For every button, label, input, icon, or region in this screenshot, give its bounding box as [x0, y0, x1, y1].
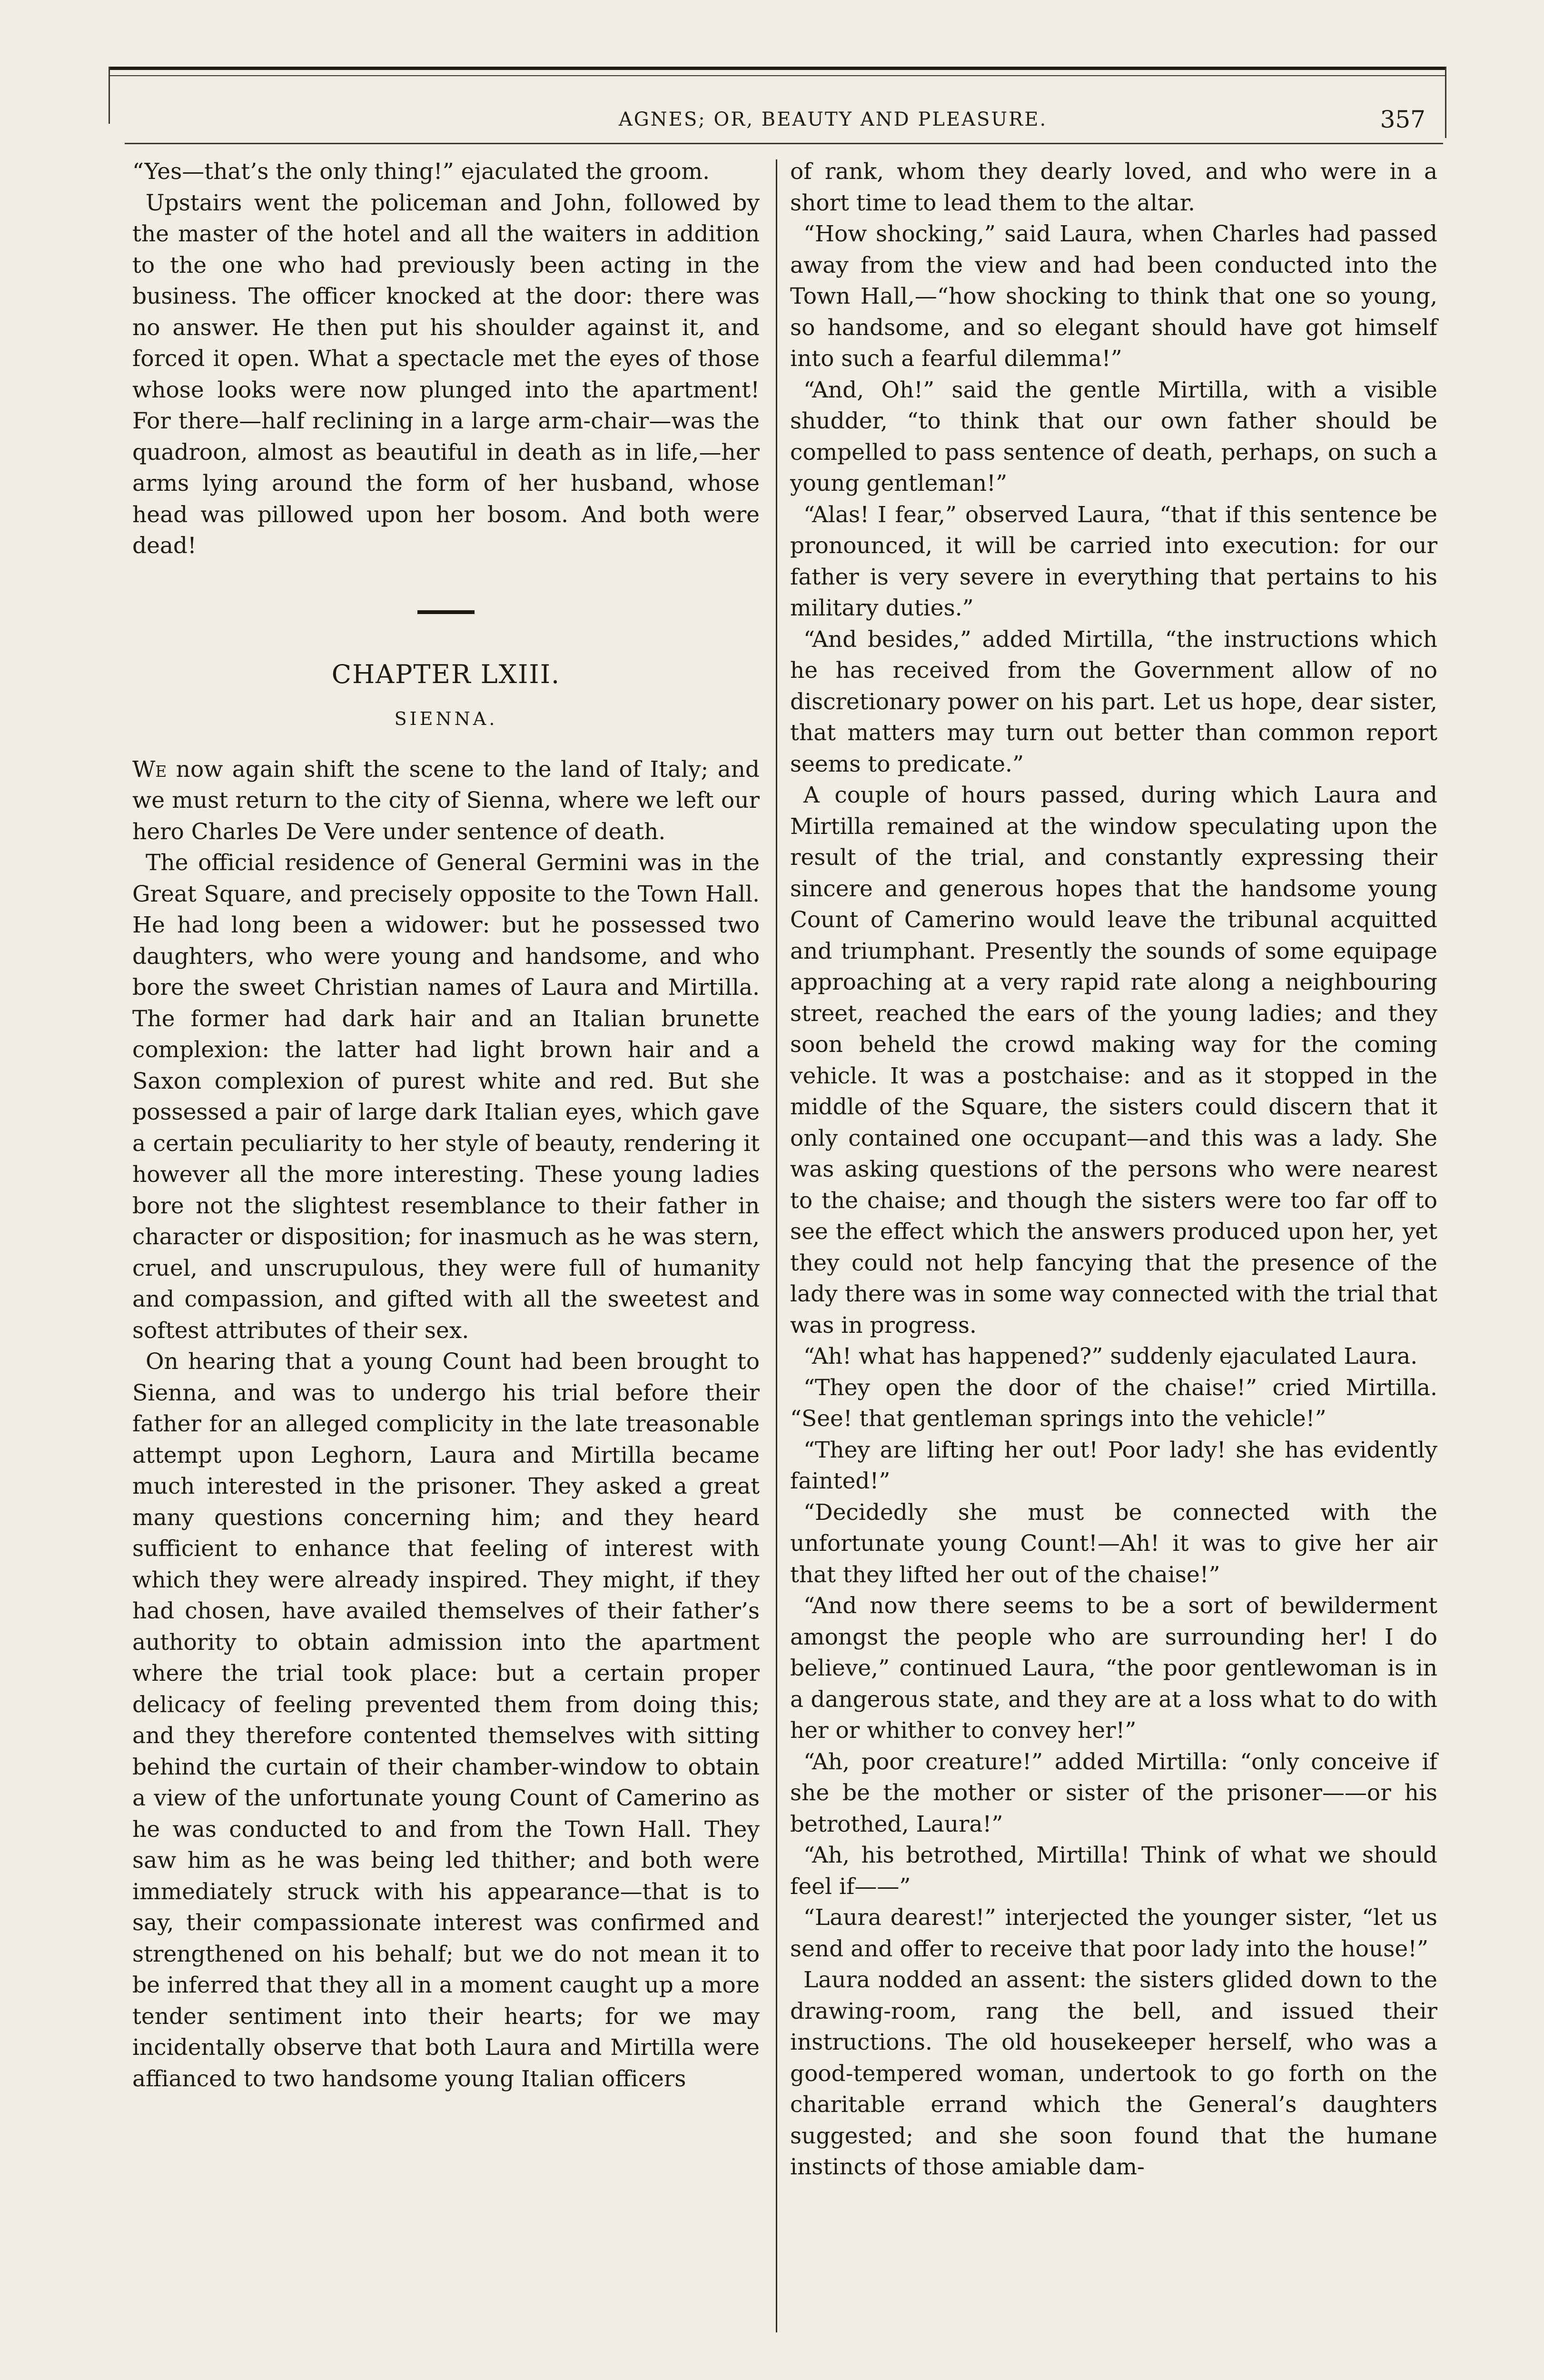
column-divider	[776, 159, 777, 2332]
paragraph: A couple of hours passed, during which Laura and Mirtilla remained at the window speculating upon the result of the trial, and constantly expressing their sincere and generous hopes that the handsome young Count of Camerino would leave the tribunal acquitted and triumphant. Presently the sounds of some equipage approaching at a very rapid rate along a neighbouring street, reached the ears of the young ladies; and they soon beheld the crowd making way for the coming vehicle. It was a postchaise: and as it stopped in the middle of the Square, the sisters could discern that it only contained one occupant—and this was a lady. She was asking questions of the persons who were nearest to the chaise; and though the sisters were too far off to see the effect which the answers produced upon her, yet they could not help fancying that the presence of the lady there was in some way connected with the trial that was in progress.	[790, 782, 1437, 1339]
header-rule	[125, 143, 1443, 144]
paragraph: “Alas! I fear,” observed Laura, “that if this sentence be pronounced, it will be carried into execution: for our father is very severe in everything that pertains to his military duties.”	[790, 501, 1437, 621]
paragraph: On hearing that a young Count had been brought to Sienna, and was to undergo his trial before their father for an alleged complicity in the late treasonable attempt upon Leghorn, Laura and Mirtilla became much interested in the prisoner. They asked a great many questions concerning him; and they heard sufficient to enhance that feeling of interest with which they were already inspired. They might, if they had chosen, have availed themselves of their father’s authority to obtain admission into the apartment where the trial took place: but a certain proper delicacy of feeling prevented them from doing this; and they therefore contented themselves with sitting behind the curtain of their chamber-window to obtain a view of the unfortunate young Count of Camerino as he was conducted to and from the Town Hall. They saw him as he was being led thither; and both were immediately struck with his appearance—that is to say, their compassionate interest was confirmed and strengthened on his behalf; but we do not mean it to be inferred that they all in a moment caught up a more tender sentiment into their hearts; for we may incidentally observe that both Laura and Mirtilla were affianced to two handsome young Italian officers	[132, 1349, 760, 2092]
paragraph: Laura nodded an assent: the sisters glided down to the drawing-room, rang the bell, and issued their instructions. The old housekeeper herself, who was a good-tempered woman, undertook to go forth on the charitable errand which the General’s daughters suggested; and she soon found that the humane instincts of those amiable dam-	[790, 1967, 1437, 2180]
running-title: AGNES; OR, BEAUTY AND PLEASURE.	[618, 109, 1048, 130]
left-column	[132, 156, 760, 2094]
paragraph: “Yes—that’s the only thing!” ejaculated the groom.	[132, 159, 710, 185]
paragraph: “Laura dearest!” interjected the younger sister, “let us send and offer to receive that poor lady into the house!”	[790, 1904, 1437, 1962]
paragraph: of rank, whom they dearly loved, and who were in a short time to lead them to the altar.	[790, 159, 1437, 216]
chapter-subtitle: SIENNA.	[394, 708, 498, 729]
top-border-rule	[109, 67, 1446, 70]
chapter-opening-paragraph	[132, 754, 760, 848]
top-border-thin-rule	[109, 75, 1446, 76]
paragraph: “Ah, poor creature!” added Mirtilla: “only conceive if she be the mother or sister of the prisoner——or his betrothed, Laura!”	[790, 1748, 1437, 1837]
paragraph: “How shocking,” said Laura, when Charles had passed away from the view and had been conducted into the Town Hall,—“how shocking to think that one so young, so handsome, and so elegant should have got himself into such a fearful dilemma!”	[790, 221, 1437, 372]
chapter-separator-rule	[417, 610, 475, 614]
paragraph: “And, Oh!” said the gentle Mirtilla, with a visible shudder, “to think that our own father should be compelled to pass sentence of death, perhaps, on such a young gentleman!”	[790, 377, 1437, 496]
opening-first-word: We	[132, 756, 167, 783]
paragraph: Upstairs went the policeman and John, followed by the master of the hotel and all the waiters in addition to the one who had previously been acting in the business. The officer knocked at the door: there was no answer. He then put his shoulder against it, and forced it open. What a spectacle met the eyes of those whose looks were now plunged into the apartment! For there—half reclining in a large arm-chair—was the quadroon, almost as beautiful in death as in life,—her arms lying around the form of her husband, whose head was pillowed upon her bosom. And both were dead!	[132, 189, 760, 559]
paragraph: “They open the door of the chaise!” cried Mirtilla. “See! that gentleman springs into the vehicle!”	[790, 1374, 1437, 1432]
right-border-rule	[1445, 67, 1446, 138]
paragraph: “Decidedly she must be connected with the unfortunate young Count!—Ah! it was to give her air that they lifted her out of the chaise!”	[790, 1499, 1437, 1588]
right-column	[790, 156, 1437, 2183]
page-number: 357	[1380, 106, 1425, 133]
left-border-rule	[109, 67, 110, 124]
paragraph: “Ah, his betrothed, Mirtilla! Think of what we should feel if——”	[790, 1842, 1437, 1900]
paragraph: “And besides,” added Mirtilla, “the instructions which he has received from the Government allow of no discretionary power on his part. Let us hope, dear sister, that matters may turn out better than common report seems to predicate.”	[790, 626, 1437, 777]
paragraph: “They are lifting her out! Poor lady! she has evidently fainted!”	[790, 1437, 1437, 1494]
paragraph: “And now there seems to be a sort of bewilderment amongst the people who are surrounding her! I do believe,” continued Laura, “the poor gentlewoman is in a dangerous state, and they are at a loss what to do with her or whither to convey her!”	[790, 1593, 1437, 1744]
paragraph: The official residence of General Germini was in the Great Square, and precisely opposite to the Town Hall. He had long been a widower: but he possessed two daughters, who were young and handsome, and who bore the sweet Christian names of Laura and Mirtilla. The former had dark hair and an Italian brunette complexion: the latter had light brown hair and a Saxon complexion of purest white and red. But she possessed a pair of large dark Italian eyes, which gave a certain peculiarity to her style of beauty, rendering it however all the more interesting. These young ladies bore not the slightest resemblance to their father in character or disposition; for inasmuch as he was stern, cruel, and unscrupulous, they were full of humanity and compassion, and gifted with all the sweetest and softest attributes of their sex.	[132, 850, 760, 1344]
opening-text: now again shift the scene to the land of Italy; and we must return to the city of Sienna, where we left our hero Charles De Vere under sentence of death.	[132, 756, 760, 845]
chapter-heading: CHAPTER LXIII.	[331, 659, 561, 689]
paragraph: “Ah! what has happened?” suddenly ejaculated Laura.	[803, 1343, 1418, 1369]
